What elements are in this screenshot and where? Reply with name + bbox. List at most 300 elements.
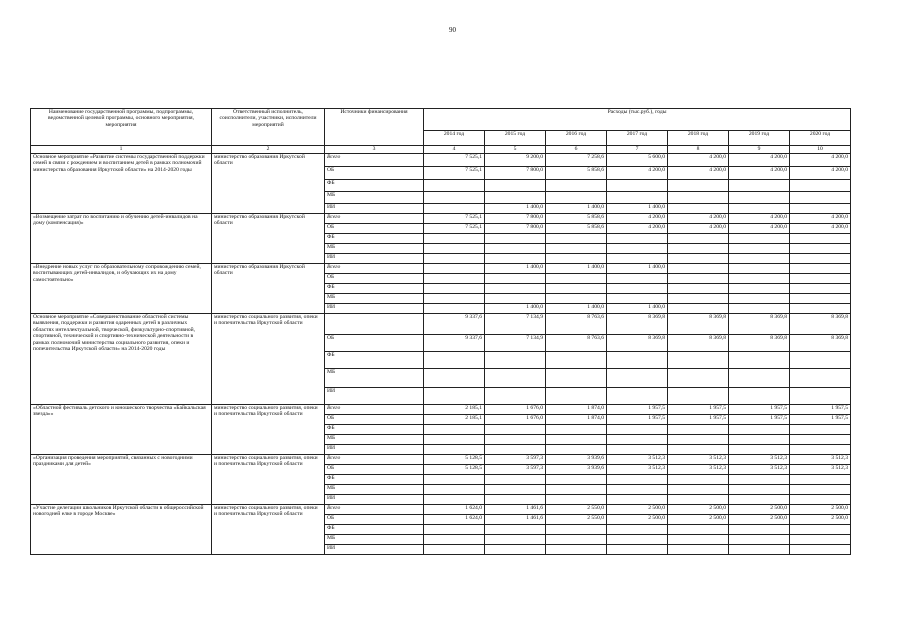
amount-cell [790,304,851,314]
amount-cell [424,545,485,555]
amount-cell: 4 200,0 [790,154,851,167]
amount-cell [485,234,546,244]
amount-cell [607,274,668,284]
amount-cell: 2 550,0 [546,515,607,525]
amount-cell: 7 525,1 [424,167,485,180]
amount-cell [424,274,485,284]
activity-name: «Внедрение новых услуг по образовательному сопровождению семей, воспитывающих детей-инвалидов, и обучающих их на дому самостоятельно» [31,264,212,314]
amount-cell [424,525,485,535]
amount-cell [485,535,546,545]
year-header: 2019 год [729,131,790,146]
amount-cell [607,485,668,495]
amount-cell [790,294,851,304]
activity-name: Основное мероприятие «Развитие системы государственной поддержки семей в связи с рождением и воспитанием детей в рамках полномочий министерства образования Иркутской области» на 2014-2020 годы [31,154,212,214]
amount-cell [485,485,546,495]
amount-cell [546,525,607,535]
funding-source: Всего [325,264,424,274]
amount-cell: 1 676,0 [485,415,546,425]
amount-cell: 1 624,0 [424,505,485,515]
amount-cell [668,274,729,284]
amount-cell [790,425,851,435]
amount-cell: 3 512,3 [668,465,729,475]
amount-cell: 9 200,0 [485,154,546,167]
amount-cell: 5 128,5 [424,465,485,475]
amount-cell: 1 957,5 [607,405,668,415]
column-number: 8 [668,146,729,154]
amount-cell [607,369,668,388]
amount-cell [424,495,485,505]
amount-cell: 3 512,3 [729,465,790,475]
amount-cell [546,294,607,304]
amount-cell [424,304,485,314]
amount-cell [424,294,485,304]
amount-cell: 4 200,0 [607,214,668,224]
amount-cell: 1 624,0 [424,515,485,525]
funding-source [325,314,424,335]
amount-cell [790,254,851,264]
funding-source: ИИ [325,204,424,214]
funding-source: ФБ [325,234,424,244]
amount-cell [668,204,729,214]
amount-cell [729,304,790,314]
amount-cell [607,180,668,192]
activity-executor: министерство образования Иркутской области [212,214,325,264]
header-expenses: Расходы (тыс.руб.), годы [424,109,851,131]
amount-cell: 8 369,8 [729,314,790,335]
funding-source: МБ [325,485,424,495]
amount-cell [546,485,607,495]
table-row [31,455,851,465]
amount-cell [485,475,546,485]
amount-cell [424,445,485,455]
amount-cell [790,485,851,495]
funding-source: ФБ [325,180,424,192]
column-number: 1 [31,146,212,154]
amount-cell [485,425,546,435]
amount-cell [668,294,729,304]
amount-cell: 3 512,3 [668,455,729,465]
activity-executor: министерство социального развития, опеки и попечительства Иркутской области [212,505,325,555]
amount-cell [424,485,485,495]
amount-cell [729,284,790,294]
amount-cell [485,254,546,264]
amount-cell [790,352,851,369]
amount-cell [729,545,790,555]
funding-source: ФБ [325,425,424,435]
amount-cell [424,264,485,274]
amount-cell: 2 500,0 [607,505,668,515]
amount-cell: 2 185,1 [424,405,485,415]
amount-cell [668,264,729,274]
amount-cell [668,475,729,485]
amount-cell [424,180,485,192]
amount-cell: 7 258,6 [546,154,607,167]
amount-cell [668,284,729,294]
amount-cell [607,445,668,455]
amount-cell [790,545,851,555]
amount-cell [668,304,729,314]
amount-cell [424,475,485,485]
amount-cell: 1 957,5 [607,415,668,425]
amount-cell [729,264,790,274]
amount-cell [546,352,607,369]
amount-cell [729,192,790,204]
funding-source: Всего [325,405,424,415]
amount-cell [668,234,729,244]
amount-cell: 3 512,3 [790,455,851,465]
amount-cell: 7 525,1 [424,154,485,167]
amount-cell [607,244,668,254]
amount-cell [424,192,485,204]
funding-source: МБ [325,535,424,545]
funding-source: ОБ [325,515,424,525]
funding-source: Всего [325,214,424,224]
amount-cell: 4 200,0 [729,214,790,224]
amount-cell [790,204,851,214]
amount-cell [485,388,546,405]
amount-cell: 3 512,3 [607,465,668,475]
amount-cell [485,545,546,555]
funding-source: ИИ [325,304,424,314]
amount-cell [424,435,485,445]
amount-cell: 4 200,0 [607,224,668,234]
amount-cell: 1 400,0 [485,304,546,314]
amount-cell [790,435,851,445]
activity-name: Основное мероприятие «Совершенствование областной системы выявления, поддержки и развития одаренных детей в различных областях интеллектуальной, творческой, физкультурно-спортивной, спортивной, технической и спортивно-технической деятельности в рамках полномочий министерства социального развития, опеки и попечительства Иркутской области» на 2014-2020 годы [31,314,212,405]
amount-cell [546,274,607,284]
amount-cell: 8 369,8 [607,335,668,352]
year-header: 2020 год [790,131,851,146]
amount-cell [729,388,790,405]
amount-cell [668,192,729,204]
amount-cell [790,234,851,244]
amount-cell [607,352,668,369]
amount-cell [546,388,607,405]
header-funding-source: Источники финансирования [325,109,424,146]
amount-cell [729,204,790,214]
amount-cell: 9 337,6 [424,314,485,335]
amount-cell: 8 369,8 [668,314,729,335]
amount-cell: 1 461,6 [485,515,546,525]
column-number: 10 [790,146,851,154]
amount-cell [607,535,668,545]
year-header: 2017 год [607,131,668,146]
amount-cell: 2 500,0 [668,505,729,515]
activity-executor: министерство образования Иркутской области [212,264,325,314]
amount-cell [668,525,729,535]
amount-cell: 4 200,0 [729,224,790,234]
amount-cell [485,495,546,505]
amount-cell: 7 525,1 [424,214,485,224]
header-program-name: Наименование государственной программы, подпрограммы, ведомственной целевой программы, основного мероприятия, мероприятия [31,109,212,146]
amount-cell [607,495,668,505]
amount-cell: 1 400,0 [546,204,607,214]
activity-name: «Участие делегации школьников Иркутской области в общероссийской новогодней елке в городе Москве» [31,505,212,555]
amount-cell: 7 134,9 [485,314,546,335]
funding-source: ИИ [325,445,424,455]
activity-executor: министерство образования Иркутской области [212,154,325,214]
funding-source: МБ [325,435,424,445]
amount-cell [485,274,546,284]
amount-cell [790,388,851,405]
amount-cell [607,545,668,555]
funding-source: ФБ [325,525,424,535]
funding-source: Всего [325,154,424,167]
amount-cell [729,485,790,495]
amount-cell: 3 512,3 [729,455,790,465]
amount-cell [729,435,790,445]
funding-source: МБ [325,244,424,254]
amount-cell: 5 858,6 [546,167,607,180]
amount-cell: 8 369,8 [790,314,851,335]
amount-cell: 1 874,0 [546,405,607,415]
funding-source: ФБ [325,475,424,485]
amount-cell: 1 676,0 [485,405,546,415]
amount-cell [790,475,851,485]
amount-cell: 2 500,0 [729,505,790,515]
amount-cell: 1 400,0 [546,264,607,274]
activity-executor: министерство социального развития, опеки и попечительства Иркутской области [212,405,325,455]
funding-source: ИИ [325,254,424,264]
amount-cell [729,369,790,388]
amount-cell [668,352,729,369]
amount-cell [546,425,607,435]
funding-source: ИИ [325,495,424,505]
column-number: 9 [729,146,790,154]
amount-cell: 1 957,5 [790,415,851,425]
amount-cell [424,204,485,214]
amount-cell [668,445,729,455]
funding-source: ИИ [325,388,424,405]
funding-source: МБ [325,369,424,388]
funding-source: ОБ [325,224,424,234]
amount-cell: 8 369,8 [729,335,790,352]
amount-cell: 1 400,0 [607,264,668,274]
activity-executor: министерство социального развития, опеки и попечительства Иркутской области [212,455,325,505]
amount-cell [790,192,851,204]
amount-cell: 4 200,0 [729,154,790,167]
amount-cell: 2 500,0 [790,505,851,515]
funding-source: ФБ [325,284,424,294]
amount-cell [607,475,668,485]
amount-cell [790,244,851,254]
amount-cell [668,545,729,555]
activity-name: «Областной фестиваль детского и юношеского творчества «Байкальская звезда»» [31,405,212,455]
amount-cell: 2 500,0 [790,515,851,525]
amount-cell: 3 512,3 [790,465,851,475]
funding-source: МБ [325,192,424,204]
amount-cell [668,244,729,254]
amount-cell [790,535,851,545]
amount-cell [668,535,729,545]
amount-cell [729,475,790,485]
table-row [31,214,851,224]
amount-cell [790,369,851,388]
amount-cell [729,425,790,435]
amount-cell: 8 763,6 [546,314,607,335]
amount-cell: 1 461,6 [485,505,546,515]
amount-cell: 1 957,5 [668,405,729,415]
amount-cell [729,445,790,455]
amount-cell [424,284,485,294]
amount-cell [607,435,668,445]
amount-cell: 5 858,6 [546,214,607,224]
amount-cell [546,284,607,294]
amount-cell [607,192,668,204]
amount-cell: 5 128,5 [424,455,485,465]
amount-cell [668,388,729,405]
amount-cell [729,294,790,304]
amount-cell [790,284,851,294]
amount-cell [729,244,790,254]
amount-cell: 8 369,8 [790,335,851,352]
amount-cell [729,352,790,369]
amount-cell: 7 800,0 [485,224,546,234]
amount-cell: 1 400,0 [485,204,546,214]
amount-cell [485,525,546,535]
amount-cell: 3 939,6 [546,455,607,465]
amount-cell: 1 957,5 [729,415,790,425]
amount-cell: 3 597,3 [485,465,546,475]
amount-cell [607,388,668,405]
amount-cell [729,274,790,284]
amount-cell: 4 200,0 [790,224,851,234]
amount-cell: 7 134,9 [485,335,546,352]
table-row [31,405,851,415]
amount-cell: 8 369,8 [607,314,668,335]
column-number: 3 [325,146,424,154]
amount-cell [790,525,851,535]
funding-source: ОБ [325,167,424,180]
table-row [31,314,851,335]
amount-cell [546,180,607,192]
amount-cell [729,495,790,505]
table-row [31,505,851,515]
amount-cell [668,495,729,505]
amount-cell [424,535,485,545]
amount-cell [424,369,485,388]
amount-cell: 2 500,0 [729,515,790,525]
funding-source: Всего [325,505,424,515]
amount-cell [607,234,668,244]
header-executor: Ответственный исполнитель, соисполнители, участники, исполнители мероприятий [212,109,325,146]
amount-cell: 1 400,0 [546,304,607,314]
amount-cell: 4 200,0 [729,167,790,180]
amount-cell [424,352,485,369]
amount-cell: 7 800,0 [485,167,546,180]
amount-cell [485,284,546,294]
amount-cell: 7 525,1 [424,224,485,234]
amount-cell: 3 597,3 [485,455,546,465]
amount-cell [546,475,607,485]
amount-cell [790,180,851,192]
amount-cell [424,425,485,435]
activity-name: «Организация проведения мероприятий, связанных с новогодними праздниками для детей» [31,455,212,505]
amount-cell [668,485,729,495]
budget-table [30,108,851,555]
funding-source: ОБ [325,465,424,475]
funding-source: ФБ [325,352,424,369]
column-number: 6 [546,146,607,154]
amount-cell: 4 200,0 [790,167,851,180]
table-row [31,154,851,167]
amount-cell: 1 400,0 [485,264,546,274]
amount-cell: 1 957,5 [790,405,851,415]
amount-cell [607,284,668,294]
amount-cell [790,264,851,274]
amount-cell [668,435,729,445]
amount-cell [424,388,485,405]
amount-cell: 4 200,0 [790,214,851,224]
amount-cell: 2 185,1 [424,415,485,425]
amount-cell: 1 400,0 [607,304,668,314]
amount-cell: 2 500,0 [607,515,668,525]
year-header: 2015 год [485,131,546,146]
year-header: 2016 год [546,131,607,146]
amount-cell [668,369,729,388]
amount-cell [485,244,546,254]
amount-cell [668,425,729,435]
amount-cell [485,445,546,455]
amount-cell [607,254,668,264]
amount-cell: 2 550,0 [546,505,607,515]
amount-cell [546,445,607,455]
amount-cell [485,352,546,369]
amount-cell: 5 858,6 [546,224,607,234]
amount-cell [790,445,851,455]
amount-cell: 1 400,0 [607,204,668,214]
year-header: 2014 год [424,131,485,146]
amount-cell [790,274,851,284]
table-row [31,264,851,274]
amount-cell [546,192,607,204]
amount-cell [790,495,851,505]
funding-source: ОБ [325,274,424,284]
amount-cell [729,525,790,535]
column-number: 7 [607,146,668,154]
amount-cell [546,369,607,388]
amount-cell [729,535,790,545]
page-number: 90 [449,26,456,34]
amount-cell [668,180,729,192]
amount-cell: 4 200,0 [668,154,729,167]
funding-source: МБ [325,294,424,304]
activity-executor: министерство социального развития, опеки и попечительства Иркутской области [212,314,325,405]
amount-cell [546,545,607,555]
amount-cell: 1 957,5 [729,405,790,415]
year-header: 2018 год [668,131,729,146]
amount-cell [424,234,485,244]
amount-cell: 8 369,8 [668,335,729,352]
amount-cell [668,254,729,264]
column-number: 2 [212,146,325,154]
amount-cell [546,254,607,264]
funding-source: Всего [325,455,424,465]
column-number: 4 [424,146,485,154]
amount-cell [729,180,790,192]
table-body [31,154,851,555]
amount-cell: 1 874,0 [546,415,607,425]
amount-cell [607,525,668,535]
amount-cell [424,254,485,264]
amount-cell [607,425,668,435]
amount-cell [546,234,607,244]
amount-cell: 3 939,6 [546,465,607,475]
funding-source: ОБ [325,415,424,425]
amount-cell [546,495,607,505]
amount-cell [546,535,607,545]
amount-cell [485,435,546,445]
